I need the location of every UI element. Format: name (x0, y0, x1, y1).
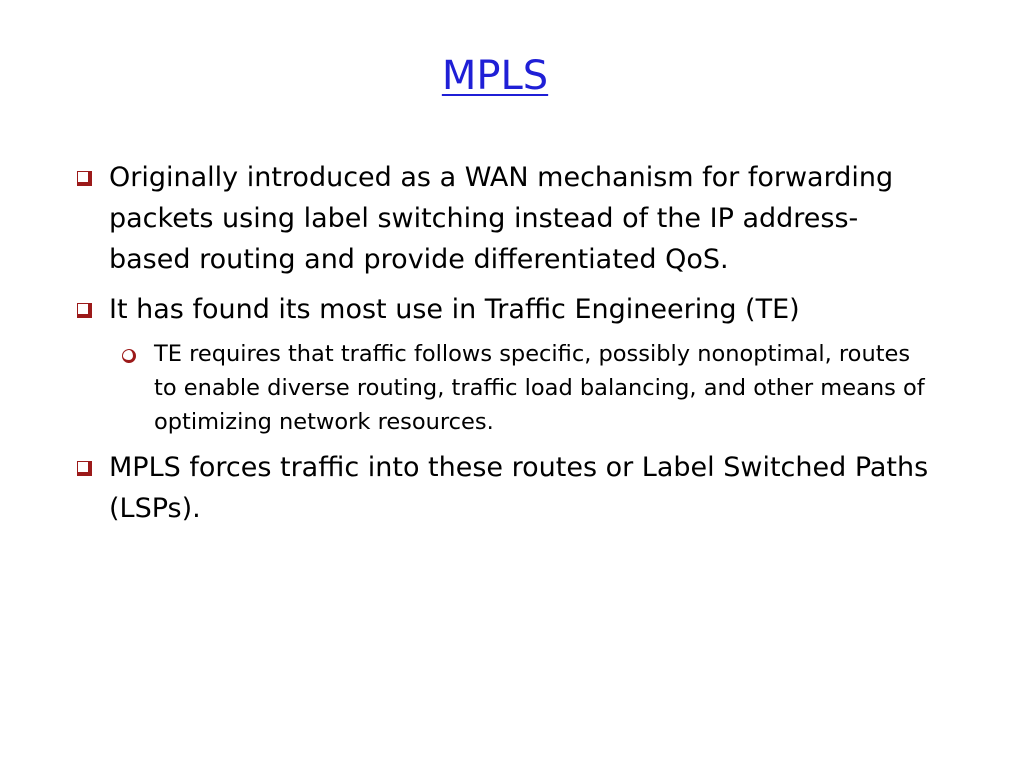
hollow-circle-bullet-icon (122, 349, 136, 363)
bullet-item-1 (74, 157, 934, 280)
sub-bullet-text-2-1: TE requires that traffic follows specific, possibly nonoptimal, routes to enable diverse routing, traffic load balancing, and other means of optimizing network resources. (154, 341, 925, 435)
hollow-square-bullet-icon (77, 461, 92, 476)
slide-title-link[interactable]: MPLS (441, 53, 549, 99)
bullet-item-3 (74, 447, 934, 529)
bullet-item-2 (74, 289, 934, 330)
bullet-text-2: It has found its most use in Traffic Engineering (TE) (109, 294, 800, 325)
hollow-square-bullet-icon (77, 171, 92, 186)
sub-bullet-item-2-1 (120, 337, 934, 439)
bullet-text-3: MPLS forces traffic into these routes or Label Switched Paths (LSPs). (109, 452, 929, 524)
hollow-square-bullet-icon (77, 303, 92, 318)
bullet-list (74, 157, 934, 538)
bullet-text-1: Originally introduced as a WAN mechanism for forwarding packets using label switching instead of the IP address-based routing and provide differentiated QoS. (109, 162, 894, 275)
